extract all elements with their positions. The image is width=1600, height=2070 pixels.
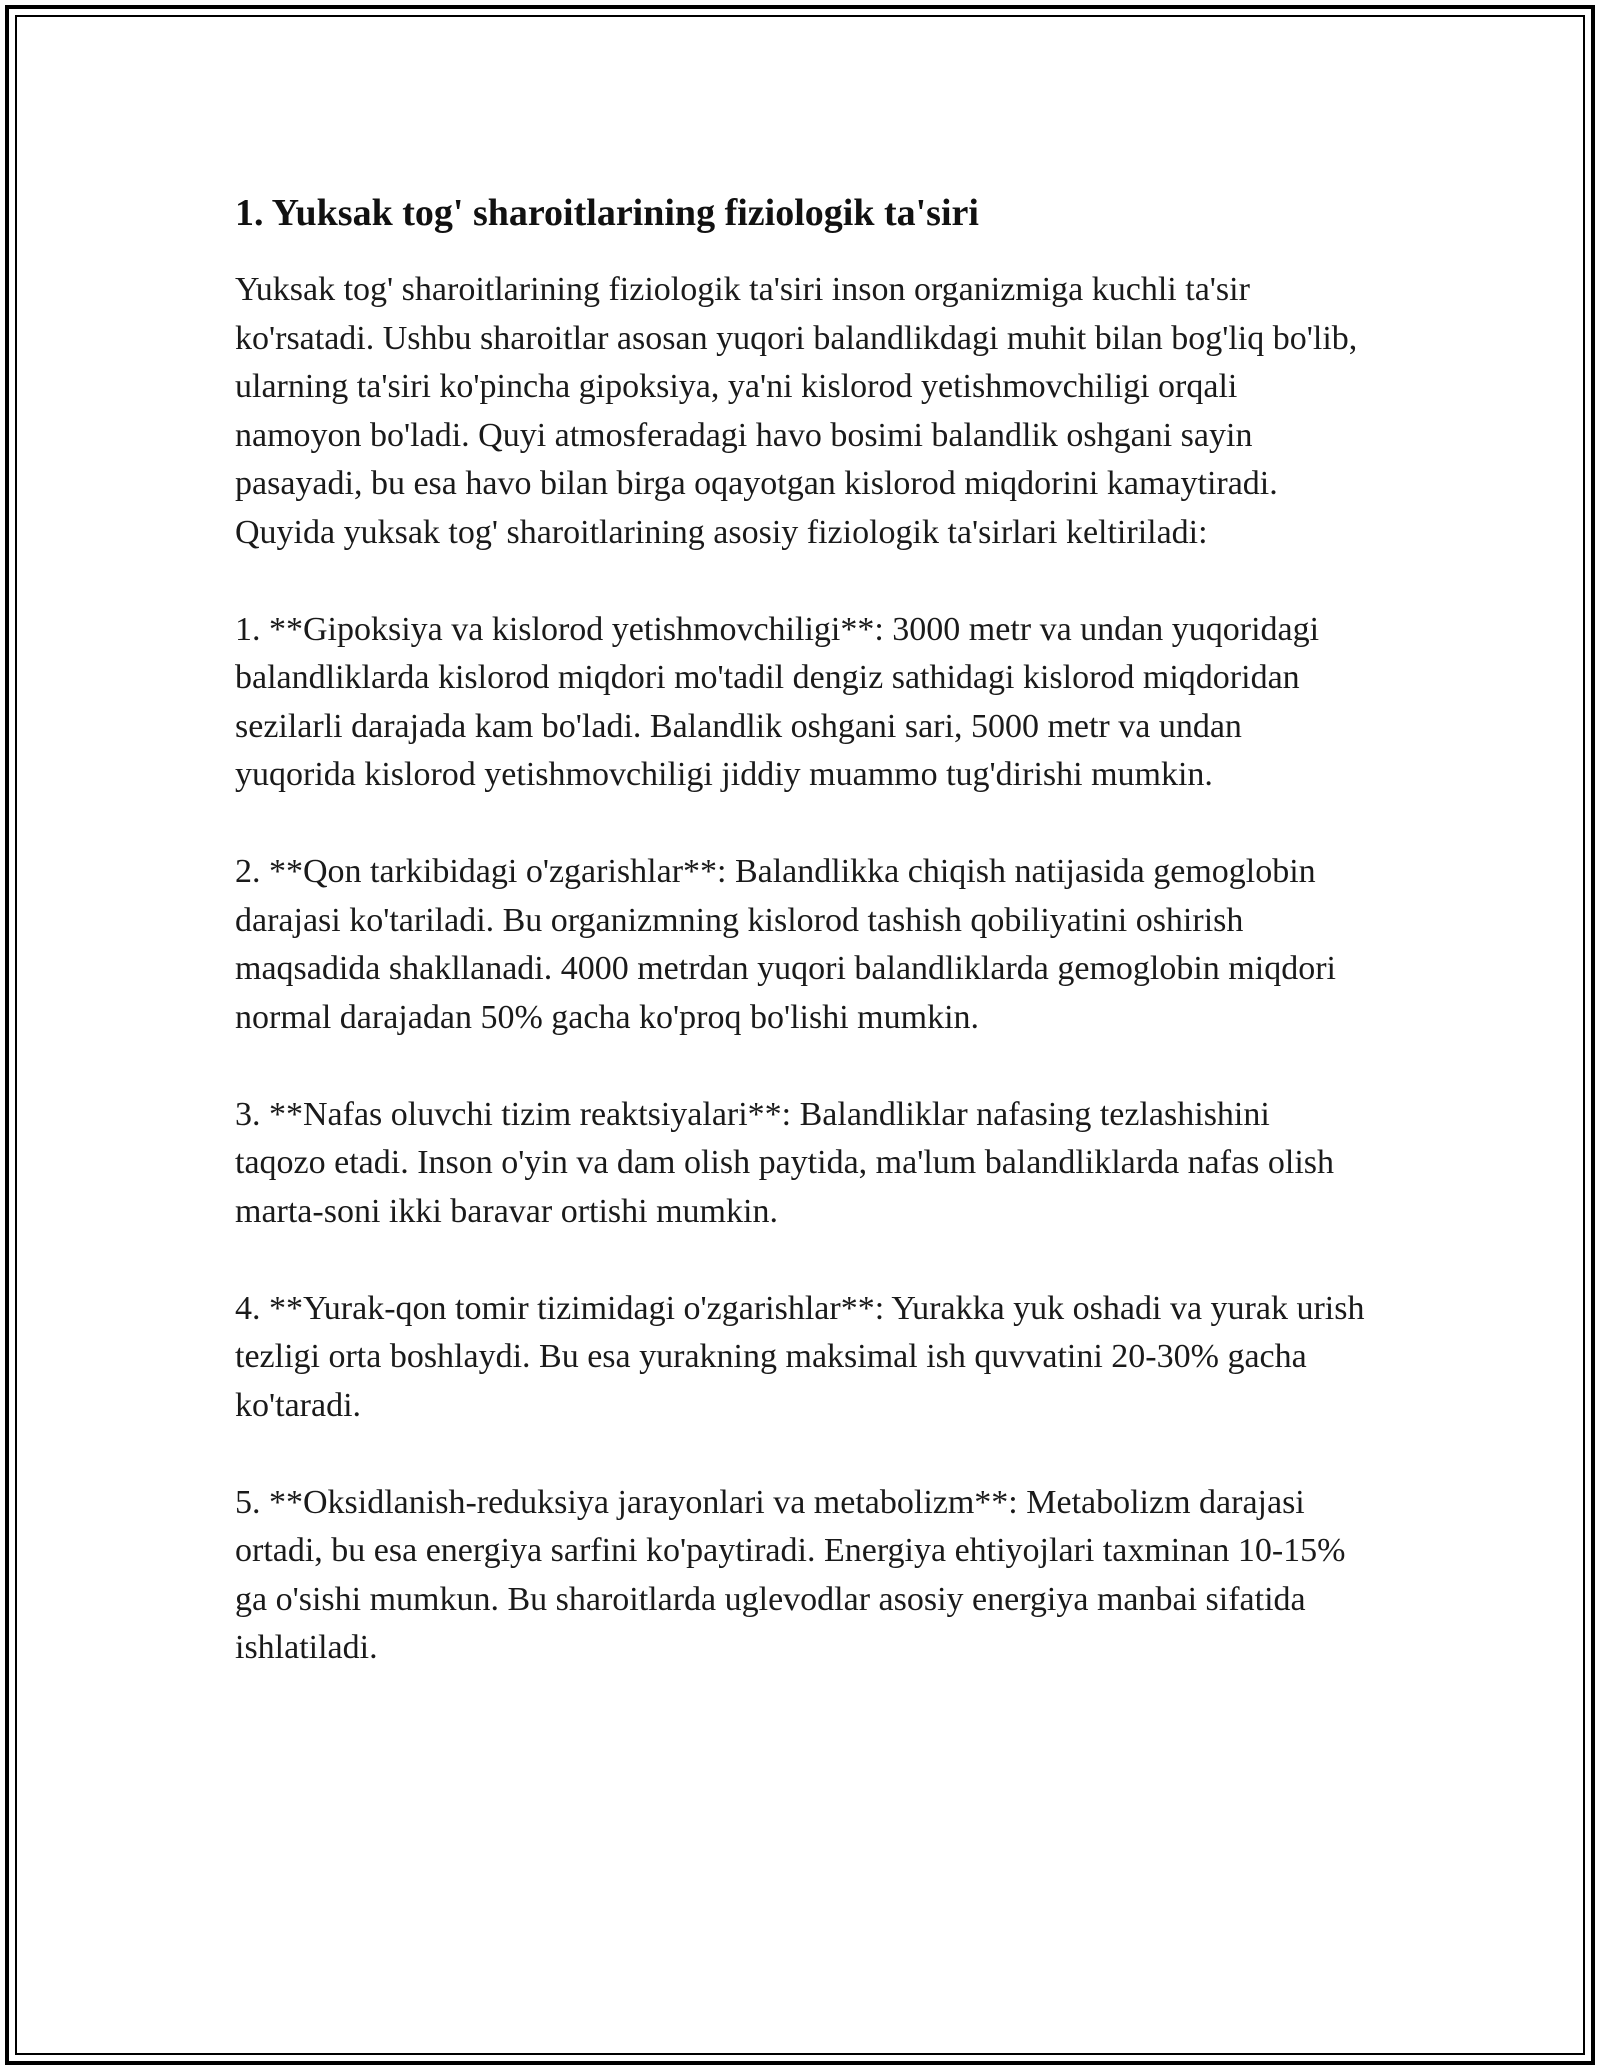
list-item: 4. **Yurak-qon tomir tizimidagi o'zgarishlar**: Yurakka yuk oshadi va yurak urish tezligi orta boshlaydi. Bu esa yurakning maksimal ish quvvatini 20-30% gacha ko'taradi.	[235, 1289, 1365, 1424]
list-item: 2. **Qon tarkibidagi o'zgarishlar**: Balandlikka chiqish natijasida gemoglobin darajasi ko'tariladi. Bu organizmning kislorod tashish qobiliyatini oshirish maqsadida shakllanadi. 4000 metrdan yuqori balandliklarda gemoglobin miqdori normal darajadan 50% gacha ko'proq bo'lishi mumkin.	[235, 853, 1336, 1036]
paragraph-gap	[235, 800, 1365, 849]
document-title: 1. Yuksak tog' sharoitlarining fiziologik ta'siri	[235, 192, 979, 234]
list-item: 5. **Oksidlanish-reduksiya jarayonlari va metabolizm**: Metabolizm darajasi ortadi, bu esa energiya sarfini ko'paytiradi. Energiya ehtiyojlari taxminan 10-15% ga o'sishi mumkun. Bu sharoitlarda uglevodlar asosiy energiya manbai sifatida ishlatiladi.	[235, 1483, 1346, 1666]
paragraph-gap	[235, 1042, 1365, 1091]
document-page	[235, 188, 1365, 1673]
list-item: 3. **Nafas oluvchi tizim reaktsiyalari**: Balandliklar nafasing tezlashishini taqozo etadi. Inson o'yin va dam olish paytida, ma'lum balandliklarda nafas olish marta-soni ikki baravar ortishi mumkin.	[235, 1095, 1335, 1230]
paragraph-gap	[235, 1236, 1365, 1285]
intro-paragraph: Yuksak tog' sharoitlarining fiziologik ta'siri inson organizmiga kuchli ta'sir ko'rsatadi. Ushbu sharoitlar asosan yuqori balandlikdagi muhit bilan bog'liq bo'lib, ularning ta'siri ko'pincha gipoksiya, ya'ni kislorod yetishmovchiligi orqali namoyon bo'ladi. Quyi atmosferadagi havo bosimi balandlik oshgani sayin pasayadi, bu esa havo bilan birga oqayotgan kislorod miqdorini kamaytiradi. Quyida yuksak tog' sharoitlarining asosiy fiziologik ta'sirlari keltiriladi:	[235, 271, 1358, 551]
paragraph-gap	[235, 1430, 1365, 1479]
list-item: 1. **Gipoksiya va kislorod yetishmovchiligi**: 3000 metr va undan yuqoridagi balandliklarda kislorod miqdori mo'tadil dengiz sathidagi kislorod miqdoridan sezilarli darajada kam bo'ladi. Balandlik oshgani sari, 5000 metr va undan yuqorida kislorod yetishmovchiligi jiddiy muammo tug'dirishi mumkin.	[235, 610, 1320, 793]
paragraph-gap	[235, 557, 1365, 606]
